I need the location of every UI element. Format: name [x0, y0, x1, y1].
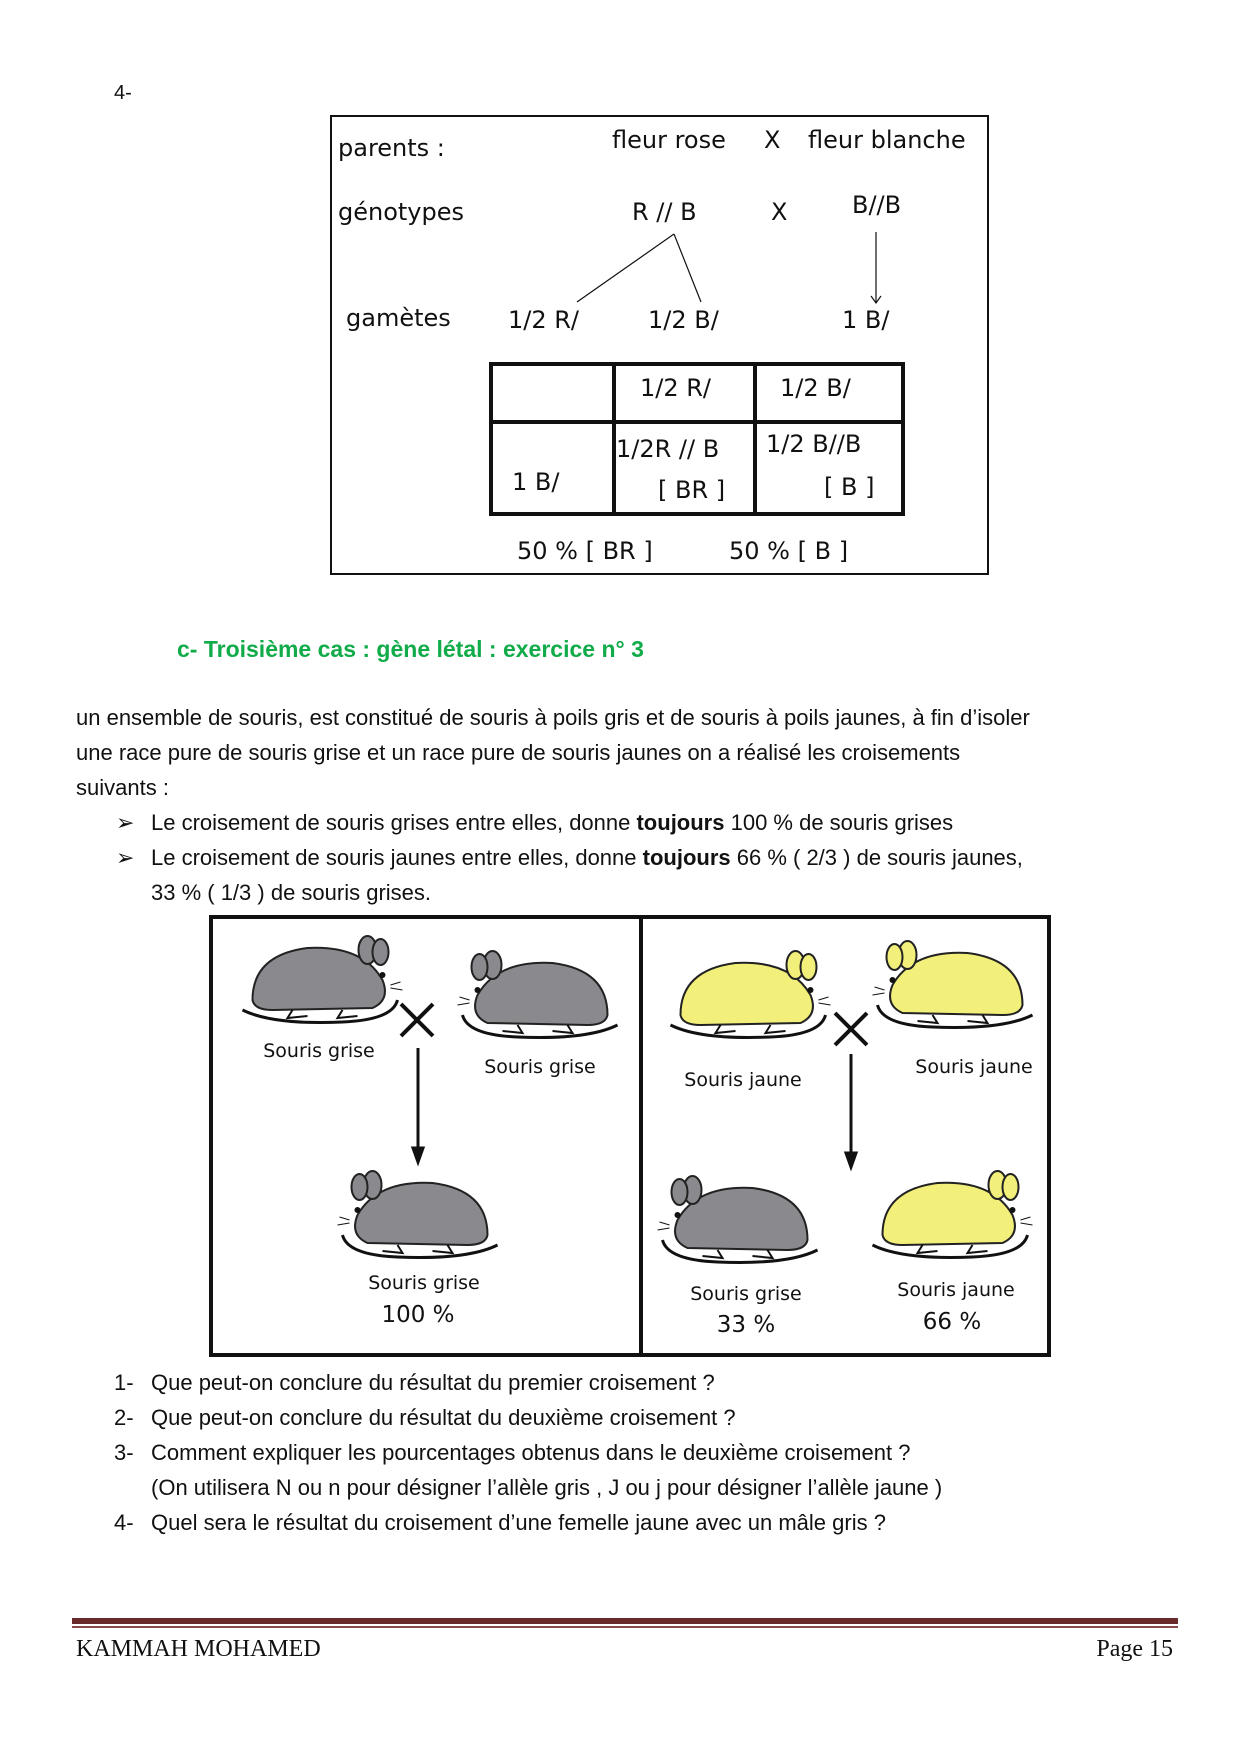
section-title: c- Troisième cas : gène létal : exercice n° 3 [177, 636, 644, 662]
intro-line: un ensemble de souris, est constitué de souris à poils gris et de souris à poils jaunes, à fin d’isoler [76, 705, 1030, 730]
parent1: fleur rose [612, 126, 726, 154]
gamete1: 1/2 R/ [508, 306, 580, 334]
mouse-label: Souris grise [484, 1056, 596, 1078]
yellow-mouse-icon [671, 951, 831, 1038]
bullet-text: 66 % ( 2/3 ) de souris jaunes, [730, 845, 1023, 870]
cross-icon [401, 1004, 433, 1036]
arrow-bullet-icon: ➢ [116, 845, 135, 870]
cell-2-phenotype: [ B ] [824, 473, 875, 501]
mouse-label: Souris jaune [897, 1279, 1015, 1301]
question-number: 3- [114, 1440, 134, 1465]
cross-symbol: X [764, 126, 781, 154]
question-number: 2- [114, 1405, 134, 1430]
table-col-header-1: 1/2 R/ [640, 374, 712, 402]
cell-1-genotype: 1/2R // B [616, 435, 720, 463]
bullet-bold: toujours [636, 810, 725, 835]
mouse-label: Souris grise [263, 1040, 375, 1062]
intro-line: une race pure de souris grise et un race pure de souris jaunes on a réalisé les croisements [76, 740, 961, 765]
question-text: Quel sera le résultat du croisement d’une femelle jaune avec un mâle gris ? [151, 1510, 886, 1535]
bullet-bold: toujours [642, 845, 731, 870]
mouse-percentage: 100 % [381, 1302, 455, 1328]
grey-mouse-icon [458, 951, 618, 1038]
arrow-bullet-icon: ➢ [116, 810, 135, 835]
cross-icon [835, 1013, 867, 1045]
mouse-label: Souris jaune [915, 1056, 1033, 1078]
question-number: 1- [114, 1370, 134, 1395]
parent2: fleur blanche [808, 126, 966, 154]
arrow-down-icon [846, 1054, 856, 1167]
mouse-percentage: 33 % [716, 1312, 776, 1338]
arrow-down-icon [413, 1048, 423, 1162]
genotypes-label: génotypes [338, 198, 465, 226]
parents-label: parents : [338, 134, 445, 162]
footer-rule-thin [72, 1626, 1178, 1628]
mouse-label: Souris jaune [684, 1069, 802, 1091]
question-text: Que peut-on conclure du résultat du premier croisement ? [151, 1370, 715, 1395]
bullet-text: 100 % de souris grises [724, 810, 954, 835]
genotype1: R // B [632, 198, 697, 226]
result-2: 50 % [ B ] [729, 537, 849, 565]
table-col-header-2: 1/2 B/ [780, 374, 851, 402]
grey-mouse-icon [243, 936, 403, 1023]
footer-rule [72, 1618, 1178, 1624]
question-text: Comment expliquer les pourcentages obtenus dans le deuxième croisement ? [151, 1440, 911, 1465]
result-1: 50 % [ BR ] [517, 537, 653, 565]
gametes-label: gamètes [346, 304, 451, 332]
table-row-header: 1 B/ [512, 468, 560, 496]
yellow-mouse-icon [873, 1171, 1033, 1258]
bullet-continuation: 33 % ( 1/3 ) de souris grises. [151, 880, 432, 905]
question-text: Que peut-on conclure du résultat du deuxième croisement ? [151, 1405, 736, 1430]
genotype2: B//B [852, 191, 902, 219]
intro-line: suivants : [76, 775, 169, 800]
grey-mouse-icon [658, 1176, 818, 1263]
yellow-mouse-icon [873, 941, 1033, 1028]
gamete3: 1 B/ [842, 306, 890, 334]
mouse-percentage: 66 % [922, 1309, 982, 1335]
gamete2: 1/2 B/ [648, 306, 719, 334]
grey-mouse-icon [338, 1171, 498, 1258]
bullet-text: Le croisement de souris jaunes entre elles, donne [151, 845, 643, 870]
mouse-label: Souris grise [690, 1283, 802, 1305]
section-number: 4- [114, 82, 132, 104]
question-number: 4- [114, 1510, 134, 1535]
cell-2-genotype: 1/2 B//B [766, 430, 862, 458]
footer-author: KAMMAH MOHAMED [76, 1636, 321, 1662]
bullet-text: Le croisement de souris grises entre elles, donne [151, 810, 637, 835]
footer-page-number: Page 15 [1096, 1636, 1173, 1662]
cell-1-phenotype: [ BR ] [658, 476, 726, 504]
mouse-label: Souris grise [368, 1272, 480, 1294]
cross-symbol-2: X [771, 198, 788, 226]
question-continuation: (On utilisera N ou n pour désigner l’allèle gris , J ou j pour désigner l’allèle jaune ) [151, 1475, 943, 1500]
